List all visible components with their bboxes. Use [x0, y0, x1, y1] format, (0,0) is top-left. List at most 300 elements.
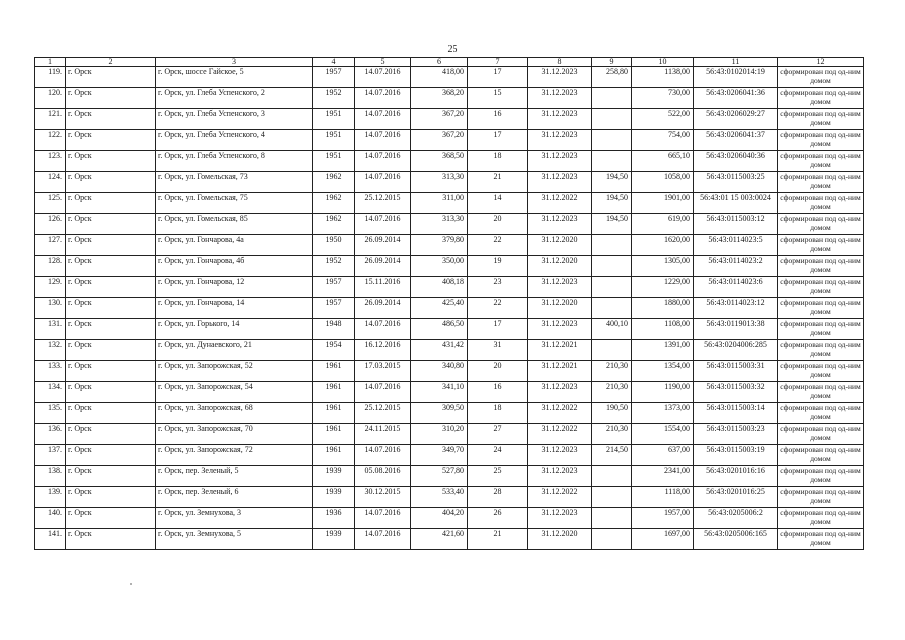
- cadastral-cell: 56:43:0206041:36: [694, 88, 778, 109]
- table-row: [35, 340, 864, 361]
- value9-cell: [592, 130, 632, 151]
- value10-cell: 1138,00: [632, 67, 694, 88]
- city-cell: г. Орск: [66, 319, 156, 340]
- year-cell: 1952: [313, 256, 355, 277]
- date-cell: 14.07.2016: [355, 529, 411, 550]
- note-cell: сформирован под од-ним домом: [778, 151, 864, 172]
- address-cell: г. Орск, ул. Гончарова, 12: [156, 277, 313, 298]
- note-cell: сформирован под од-ним домом: [778, 235, 864, 256]
- note-cell: сформирован под од-ним домом: [778, 508, 864, 529]
- cadastral-cell: 56:43:0119013:38: [694, 319, 778, 340]
- cadastral-cell: 56:43:0205006:2: [694, 508, 778, 529]
- residents-cell: 18: [468, 403, 528, 424]
- deadline-cell: 31.12.2022: [528, 403, 592, 424]
- value9-cell: [592, 256, 632, 277]
- area-cell: 367,20: [411, 109, 468, 130]
- cadastral-cell: 56:43:0201016:25: [694, 487, 778, 508]
- cadastral-cell: 56:43:01 15 003:0024: [694, 193, 778, 214]
- deadline-cell: 31.12.2022: [528, 487, 592, 508]
- area-cell: 404,20: [411, 508, 468, 529]
- date-cell: 26.09.2014: [355, 298, 411, 319]
- note-cell: сформирован под од-ним домом: [778, 130, 864, 151]
- date-cell: 14.07.2016: [355, 67, 411, 88]
- year-cell: 1939: [313, 487, 355, 508]
- row-number: 132.: [35, 340, 66, 361]
- address-cell: г. Орск, ул. Запорожская, 72: [156, 445, 313, 466]
- residents-cell: 27: [468, 424, 528, 445]
- year-cell: 1961: [313, 403, 355, 424]
- residents-cell: 28: [468, 487, 528, 508]
- area-cell: 368,20: [411, 88, 468, 109]
- table-row: [35, 277, 864, 298]
- table-row: [35, 88, 864, 109]
- residents-cell: 19: [468, 256, 528, 277]
- note-cell: сформирован под од-ним домом: [778, 424, 864, 445]
- date-cell: 30.12.2015: [355, 487, 411, 508]
- value9-cell: 400,10: [592, 319, 632, 340]
- value9-cell: [592, 109, 632, 130]
- cadastral-cell: 56:43:0206029:27: [694, 109, 778, 130]
- date-cell: 14.07.2016: [355, 88, 411, 109]
- header-cell: 8: [528, 58, 592, 67]
- row-number: 129.: [35, 277, 66, 298]
- table-row: [35, 193, 864, 214]
- date-cell: 15.11.2016: [355, 277, 411, 298]
- row-number: 130.: [35, 298, 66, 319]
- value10-cell: 754,00: [632, 130, 694, 151]
- date-cell: 25.12.2015: [355, 403, 411, 424]
- city-cell: г. Орск: [66, 466, 156, 487]
- deadline-cell: 31.12.2023: [528, 277, 592, 298]
- note-cell: сформирован под од-ним домом: [778, 487, 864, 508]
- row-number: 138.: [35, 466, 66, 487]
- row-number: 122.: [35, 130, 66, 151]
- address-cell: г. Орск, пер. Зеленый, 5: [156, 466, 313, 487]
- city-cell: г. Орск: [66, 172, 156, 193]
- table-row: [35, 403, 864, 424]
- table-row: [35, 109, 864, 130]
- city-cell: г. Орск: [66, 277, 156, 298]
- address-cell: г. Орск, ул. Глеба Успенского, 3: [156, 109, 313, 130]
- area-cell: 340,80: [411, 361, 468, 382]
- address-cell: г. Орск, ул. Гомельская, 85: [156, 214, 313, 235]
- residents-cell: 17: [468, 130, 528, 151]
- deadline-cell: 31.12.2021: [528, 361, 592, 382]
- area-cell: 418,00: [411, 67, 468, 88]
- value9-cell: [592, 340, 632, 361]
- table-row: [35, 487, 864, 508]
- area-cell: 421,60: [411, 529, 468, 550]
- city-cell: г. Орск: [66, 193, 156, 214]
- row-number: 123.: [35, 151, 66, 172]
- date-cell: 24.11.2015: [355, 424, 411, 445]
- residents-cell: 16: [468, 109, 528, 130]
- residents-cell: 15: [468, 88, 528, 109]
- table-row: [35, 130, 864, 151]
- city-cell: г. Орск: [66, 88, 156, 109]
- deadline-cell: 31.12.2023: [528, 445, 592, 466]
- note-cell: сформирован под од-ним домом: [778, 172, 864, 193]
- year-cell: 1961: [313, 382, 355, 403]
- deadline-cell: 31.12.2022: [528, 424, 592, 445]
- deadline-cell: 31.12.2023: [528, 130, 592, 151]
- date-cell: 26.09.2014: [355, 235, 411, 256]
- value9-cell: [592, 466, 632, 487]
- residents-cell: 18: [468, 151, 528, 172]
- area-cell: 486,50: [411, 319, 468, 340]
- value9-cell: 214,50: [592, 445, 632, 466]
- cadastral-cell: 56:43:0204006:285: [694, 340, 778, 361]
- address-cell: г. Орск, ул. Глеба Успенского, 2: [156, 88, 313, 109]
- header-cell: 1: [35, 58, 66, 67]
- area-cell: 313,30: [411, 172, 468, 193]
- cadastral-cell: 56:43:0115003:14: [694, 403, 778, 424]
- table-row: [35, 445, 864, 466]
- area-cell: 350,00: [411, 256, 468, 277]
- header-cell: 2: [66, 58, 156, 67]
- residents-cell: 25: [468, 466, 528, 487]
- date-cell: 14.07.2016: [355, 151, 411, 172]
- date-cell: 14.07.2016: [355, 508, 411, 529]
- cadastral-cell: 56:43:0206041:37: [694, 130, 778, 151]
- year-cell: 1951: [313, 109, 355, 130]
- cadastral-cell: 56:43:0102014:19: [694, 67, 778, 88]
- deadline-cell: 31.12.2020: [528, 529, 592, 550]
- city-cell: г. Орск: [66, 424, 156, 445]
- value9-cell: 210,30: [592, 382, 632, 403]
- row-number: 119.: [35, 67, 66, 88]
- value9-cell: [592, 529, 632, 550]
- year-cell: 1936: [313, 508, 355, 529]
- row-number: 133.: [35, 361, 66, 382]
- date-cell: 14.07.2016: [355, 214, 411, 235]
- cadastral-cell: 56:43:0206040:36: [694, 151, 778, 172]
- date-cell: 14.07.2016: [355, 319, 411, 340]
- header-cell: 9: [592, 58, 632, 67]
- value10-cell: 1229,00: [632, 277, 694, 298]
- city-cell: г. Орск: [66, 130, 156, 151]
- cadastral-cell: 56:43:0114023:6: [694, 277, 778, 298]
- year-cell: 1957: [313, 277, 355, 298]
- area-cell: 431,42: [411, 340, 468, 361]
- housing-table: [34, 57, 864, 550]
- residents-cell: 23: [468, 277, 528, 298]
- year-cell: 1939: [313, 466, 355, 487]
- row-number: 127.: [35, 235, 66, 256]
- note-cell: сформирован под од-ним домом: [778, 382, 864, 403]
- note-cell: сформирован под од-ним домом: [778, 298, 864, 319]
- note-cell: сформирован под од-ним домом: [778, 88, 864, 109]
- date-cell: 26.09.2014: [355, 256, 411, 277]
- value10-cell: 637,00: [632, 445, 694, 466]
- deadline-cell: 31.12.2022: [528, 193, 592, 214]
- header-cell: 4: [313, 58, 355, 67]
- city-cell: г. Орск: [66, 235, 156, 256]
- cadastral-cell: 56:43:0115003:32: [694, 382, 778, 403]
- cadastral-cell: 56:43:0115003:19: [694, 445, 778, 466]
- address-cell: г. Орск, ул. Гончарова, 4б: [156, 256, 313, 277]
- date-cell: 14.07.2016: [355, 130, 411, 151]
- city-cell: г. Орск: [66, 361, 156, 382]
- row-number: 135.: [35, 403, 66, 424]
- page-number: 25: [447, 44, 458, 55]
- address-cell: г. Орск, ул. Запорожская, 70: [156, 424, 313, 445]
- date-cell: 14.07.2016: [355, 382, 411, 403]
- table-row: [35, 214, 864, 235]
- note-cell: сформирован под од-ним домом: [778, 340, 864, 361]
- header-row: [35, 58, 864, 67]
- value9-cell: 190,50: [592, 403, 632, 424]
- year-cell: 1957: [313, 67, 355, 88]
- address-cell: г. Орск, ул. Дунаевского, 21: [156, 340, 313, 361]
- value10-cell: 1391,00: [632, 340, 694, 361]
- value9-cell: [592, 487, 632, 508]
- table-row: [35, 298, 864, 319]
- deadline-cell: 31.12.2021: [528, 340, 592, 361]
- value10-cell: 1554,00: [632, 424, 694, 445]
- table-row: [35, 319, 864, 340]
- address-cell: г. Орск, шоссе Гайское, 5: [156, 67, 313, 88]
- city-cell: г. Орск: [66, 214, 156, 235]
- cadastral-cell: 56:43:0115003:23: [694, 424, 778, 445]
- city-cell: г. Орск: [66, 298, 156, 319]
- row-number: 131.: [35, 319, 66, 340]
- note-cell: сформирован под од-ним домом: [778, 214, 864, 235]
- residents-cell: 21: [468, 529, 528, 550]
- cadastral-cell: 56:43:0201016:16: [694, 466, 778, 487]
- row-number: 141.: [35, 529, 66, 550]
- address-cell: г. Орск, ул. Запорожская, 54: [156, 382, 313, 403]
- row-number: 125.: [35, 193, 66, 214]
- area-cell: 533,40: [411, 487, 468, 508]
- value10-cell: 1620,00: [632, 235, 694, 256]
- note-cell: сформирован под од-ним домом: [778, 256, 864, 277]
- value9-cell: 258,80: [592, 67, 632, 88]
- area-cell: 311,00: [411, 193, 468, 214]
- date-cell: 14.07.2016: [355, 109, 411, 130]
- date-cell: 14.07.2016: [355, 445, 411, 466]
- value9-cell: [592, 235, 632, 256]
- residents-cell: 31: [468, 340, 528, 361]
- note-cell: сформирован под од-ним домом: [778, 445, 864, 466]
- year-cell: 1962: [313, 172, 355, 193]
- area-cell: 309,50: [411, 403, 468, 424]
- value10-cell: 2341,00: [632, 466, 694, 487]
- value10-cell: 665,10: [632, 151, 694, 172]
- year-cell: 1939: [313, 529, 355, 550]
- deadline-cell: 31.12.2023: [528, 151, 592, 172]
- note-cell: сформирован под од-ним домом: [778, 109, 864, 130]
- city-cell: г. Орск: [66, 256, 156, 277]
- residents-cell: 24: [468, 445, 528, 466]
- value10-cell: 1118,00: [632, 487, 694, 508]
- residents-cell: 16: [468, 382, 528, 403]
- table-row: [35, 508, 864, 529]
- address-cell: г. Орск, ул. Запорожская, 68: [156, 403, 313, 424]
- value9-cell: [592, 88, 632, 109]
- cadastral-cell: 56:43:0114023:12: [694, 298, 778, 319]
- value10-cell: 522,00: [632, 109, 694, 130]
- area-cell: 313,30: [411, 214, 468, 235]
- value10-cell: 1957,00: [632, 508, 694, 529]
- value10-cell: 1901,00: [632, 193, 694, 214]
- note-cell: сформирован под од-ним домом: [778, 529, 864, 550]
- residents-cell: 20: [468, 361, 528, 382]
- header-cell: 11: [694, 58, 778, 67]
- deadline-cell: 31.12.2023: [528, 67, 592, 88]
- city-cell: г. Орск: [66, 508, 156, 529]
- value10-cell: 619,00: [632, 214, 694, 235]
- year-cell: 1962: [313, 193, 355, 214]
- table-row: [35, 67, 864, 88]
- address-cell: г. Орск, ул. Земнухова, 3: [156, 508, 313, 529]
- note-cell: сформирован под од-ним домом: [778, 361, 864, 382]
- residents-cell: 21: [468, 172, 528, 193]
- value9-cell: [592, 508, 632, 529]
- scan-speck: [130, 583, 132, 585]
- value9-cell: 194,50: [592, 214, 632, 235]
- value10-cell: 1058,00: [632, 172, 694, 193]
- value9-cell: [592, 151, 632, 172]
- address-cell: г. Орск, ул. Гомельская, 75: [156, 193, 313, 214]
- row-number: 134.: [35, 382, 66, 403]
- residents-cell: 14: [468, 193, 528, 214]
- area-cell: 408,18: [411, 277, 468, 298]
- row-number: 136.: [35, 424, 66, 445]
- area-cell: 341,10: [411, 382, 468, 403]
- year-cell: 1961: [313, 424, 355, 445]
- area-cell: 310,20: [411, 424, 468, 445]
- cadastral-cell: 56:43:0115003:12: [694, 214, 778, 235]
- value9-cell: 194,50: [592, 193, 632, 214]
- year-cell: 1950: [313, 235, 355, 256]
- cadastral-cell: 56:43:0115003:31: [694, 361, 778, 382]
- deadline-cell: 31.12.2023: [528, 382, 592, 403]
- table-row: [35, 172, 864, 193]
- residents-cell: 17: [468, 67, 528, 88]
- area-cell: 349,70: [411, 445, 468, 466]
- deadline-cell: 31.12.2020: [528, 235, 592, 256]
- year-cell: 1952: [313, 88, 355, 109]
- table-row: [35, 382, 864, 403]
- year-cell: 1961: [313, 445, 355, 466]
- city-cell: г. Орск: [66, 382, 156, 403]
- row-number: 121.: [35, 109, 66, 130]
- address-cell: г. Орск, ул. Глеба Успенского, 4: [156, 130, 313, 151]
- cadastral-cell: 56:43:0114023:2: [694, 256, 778, 277]
- city-cell: г. Орск: [66, 529, 156, 550]
- city-cell: г. Орск: [66, 109, 156, 130]
- header-cell: 3: [156, 58, 313, 67]
- header-cell: 7: [468, 58, 528, 67]
- value10-cell: 1305,00: [632, 256, 694, 277]
- deadline-cell: 31.12.2023: [528, 214, 592, 235]
- header-cell: 12: [778, 58, 864, 67]
- value10-cell: 1697,00: [632, 529, 694, 550]
- year-cell: 1951: [313, 130, 355, 151]
- address-cell: г. Орск, ул. Гончарова, 14: [156, 298, 313, 319]
- year-cell: 1961: [313, 361, 355, 382]
- deadline-cell: 31.12.2020: [528, 256, 592, 277]
- table-row: [35, 151, 864, 172]
- deadline-cell: 31.12.2023: [528, 466, 592, 487]
- row-number: 120.: [35, 88, 66, 109]
- city-cell: г. Орск: [66, 151, 156, 172]
- value10-cell: 1354,00: [632, 361, 694, 382]
- value9-cell: 210,30: [592, 361, 632, 382]
- value10-cell: 730,00: [632, 88, 694, 109]
- date-cell: 16.12.2016: [355, 340, 411, 361]
- address-cell: г. Орск, ул. Глеба Успенского, 8: [156, 151, 313, 172]
- area-cell: 379,80: [411, 235, 468, 256]
- residents-cell: 20: [468, 214, 528, 235]
- value9-cell: [592, 277, 632, 298]
- cadastral-cell: 56:43:0115003:25: [694, 172, 778, 193]
- note-cell: сформирован под од-ним домом: [778, 193, 864, 214]
- row-number: 139.: [35, 487, 66, 508]
- year-cell: 1962: [313, 214, 355, 235]
- value10-cell: 1880,00: [632, 298, 694, 319]
- year-cell: 1951: [313, 151, 355, 172]
- value10-cell: 1373,00: [632, 403, 694, 424]
- city-cell: г. Орск: [66, 67, 156, 88]
- row-number: 126.: [35, 214, 66, 235]
- row-number: 124.: [35, 172, 66, 193]
- city-cell: г. Орск: [66, 403, 156, 424]
- note-cell: сформирован под од-ним домом: [778, 403, 864, 424]
- city-cell: г. Орск: [66, 487, 156, 508]
- date-cell: 17.03.2015: [355, 361, 411, 382]
- date-cell: 14.07.2016: [355, 172, 411, 193]
- residents-cell: 26: [468, 508, 528, 529]
- table-row: [35, 424, 864, 445]
- value9-cell: 210,30: [592, 424, 632, 445]
- year-cell: 1954: [313, 340, 355, 361]
- year-cell: 1957: [313, 298, 355, 319]
- table-row: [35, 529, 864, 550]
- header-cell: 6: [411, 58, 468, 67]
- residents-cell: 17: [468, 319, 528, 340]
- note-cell: сформирован под од-ним домом: [778, 277, 864, 298]
- table-row: [35, 466, 864, 487]
- address-cell: г. Орск, пер. Зеленый, 6: [156, 487, 313, 508]
- deadline-cell: 31.12.2023: [528, 508, 592, 529]
- row-number: 137.: [35, 445, 66, 466]
- header-cell: 10: [632, 58, 694, 67]
- note-cell: сформирован под од-ним домом: [778, 67, 864, 88]
- table-row: [35, 235, 864, 256]
- cadastral-cell: 56:43:0114023:5: [694, 235, 778, 256]
- date-cell: 05.08.2016: [355, 466, 411, 487]
- deadline-cell: 31.12.2023: [528, 88, 592, 109]
- area-cell: 425,40: [411, 298, 468, 319]
- deadline-cell: 31.12.2023: [528, 172, 592, 193]
- row-number: 140.: [35, 508, 66, 529]
- address-cell: г. Орск, ул. Гомельская, 73: [156, 172, 313, 193]
- area-cell: 527,80: [411, 466, 468, 487]
- note-cell: сформирован под од-ним домом: [778, 466, 864, 487]
- value10-cell: 1108,00: [632, 319, 694, 340]
- value9-cell: 194,50: [592, 172, 632, 193]
- area-cell: 367,20: [411, 130, 468, 151]
- table-row: [35, 256, 864, 277]
- table-row: [35, 361, 864, 382]
- address-cell: г. Орск, ул. Гончарова, 4а: [156, 235, 313, 256]
- residents-cell: 22: [468, 298, 528, 319]
- deadline-cell: 31.12.2020: [528, 298, 592, 319]
- area-cell: 368,50: [411, 151, 468, 172]
- deadline-cell: 31.12.2023: [528, 109, 592, 130]
